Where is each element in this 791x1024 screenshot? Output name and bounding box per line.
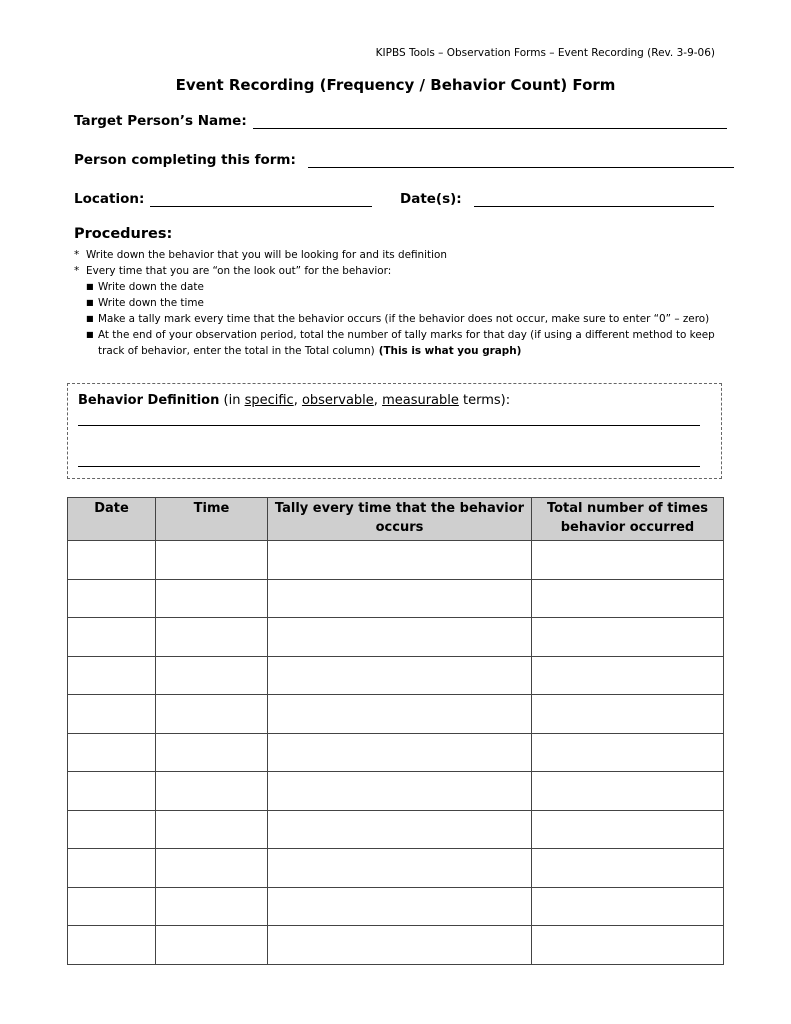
tally-cell[interactable] xyxy=(268,695,532,734)
date-cell[interactable] xyxy=(68,579,156,618)
date-cell[interactable] xyxy=(68,733,156,772)
table-row xyxy=(68,733,724,772)
time-cell[interactable] xyxy=(156,579,268,618)
tally-cell[interactable] xyxy=(268,733,532,772)
table-row xyxy=(68,849,724,888)
tally-cell[interactable] xyxy=(268,656,532,695)
page-title: Event Recording (Frequency / Behavior Count) Form xyxy=(175,76,616,94)
dates-label: Date(s): xyxy=(400,191,462,207)
total-cell[interactable] xyxy=(532,695,724,734)
table-row xyxy=(68,695,724,734)
total-cell[interactable] xyxy=(532,579,724,618)
total-cell[interactable] xyxy=(532,810,724,849)
date-cell[interactable] xyxy=(68,810,156,849)
graph-note: (This is what you graph) xyxy=(378,345,522,357)
target-name-label: Target Person’s Name: xyxy=(74,113,247,129)
table-row xyxy=(68,656,724,695)
table-row xyxy=(68,810,724,849)
square-bullet-icon: ■ xyxy=(86,330,94,339)
tally-cell[interactable] xyxy=(268,618,532,657)
time-cell[interactable] xyxy=(156,733,268,772)
procedures-title: Procedures: xyxy=(74,226,173,242)
header-note: KIPBS Tools – Observation Forms – Event Recording (Rev. 3-9-06) xyxy=(375,47,715,59)
behavior-definition-label: Behavior Definition (in specific, observable, measurable terms): xyxy=(78,393,511,408)
completer-field[interactable] xyxy=(308,153,734,168)
time-cell[interactable] xyxy=(156,656,268,695)
behavior-definition-box xyxy=(67,383,722,479)
definition-line[interactable] xyxy=(78,466,700,467)
date-cell[interactable] xyxy=(68,849,156,888)
dates-field[interactable] xyxy=(474,192,714,207)
total-cell[interactable] xyxy=(532,926,724,965)
dates-row xyxy=(400,191,714,207)
procedure-sub-item: ■ Write down the time xyxy=(86,297,204,309)
table-row xyxy=(68,541,724,580)
tally-cell[interactable] xyxy=(268,926,532,965)
completer-label: Person completing this form: xyxy=(74,152,296,168)
table-row xyxy=(68,887,724,926)
time-cell[interactable] xyxy=(156,810,268,849)
table-row xyxy=(68,926,724,965)
time-cell[interactable] xyxy=(156,926,268,965)
time-cell[interactable] xyxy=(156,541,268,580)
procedures-list xyxy=(74,247,724,359)
tally-cell[interactable] xyxy=(268,541,532,580)
definition-line[interactable] xyxy=(78,425,700,426)
date-cell[interactable] xyxy=(68,541,156,580)
event-recording-table xyxy=(67,497,724,965)
procedure-sub-item: ■ Make a tally mark every time that the behavior occurs (if the behavior does not occur, make sure to enter “0” – zero) xyxy=(86,313,710,325)
tally-cell[interactable] xyxy=(268,810,532,849)
square-bullet-icon: ■ xyxy=(86,282,94,291)
total-column-header: Total number of times behavior occurred xyxy=(532,498,724,541)
date-cell[interactable] xyxy=(68,887,156,926)
tally-cell[interactable] xyxy=(268,887,532,926)
time-cell[interactable] xyxy=(156,772,268,811)
procedure-item: * Write down the behavior that you will be looking for and its definition xyxy=(74,249,447,261)
date-cell[interactable] xyxy=(68,656,156,695)
tally-cell[interactable] xyxy=(268,579,532,618)
asterisk-bullet-icon: * xyxy=(74,249,80,261)
location-label: Location: xyxy=(74,191,145,207)
table-body xyxy=(68,541,724,965)
total-cell[interactable] xyxy=(532,887,724,926)
time-column-header: Time xyxy=(156,498,268,541)
procedure-sub-item: ■ Write down the date xyxy=(86,281,204,293)
completer-row xyxy=(74,152,734,168)
procedure-item: * Every time that you are “on the look out” for the behavior: xyxy=(74,265,392,277)
date-cell[interactable] xyxy=(68,772,156,811)
time-cell[interactable] xyxy=(156,849,268,888)
date-cell[interactable] xyxy=(68,695,156,734)
table-row xyxy=(68,618,724,657)
time-cell[interactable] xyxy=(156,695,268,734)
tally-cell[interactable] xyxy=(268,849,532,888)
location-row xyxy=(74,191,372,207)
target-name-field[interactable] xyxy=(253,114,727,129)
total-cell[interactable] xyxy=(532,772,724,811)
tally-column-header: Tally every time that the behavior occurs xyxy=(268,498,532,541)
asterisk-bullet-icon: * xyxy=(74,265,80,277)
table-row xyxy=(68,579,724,618)
square-bullet-icon: ■ xyxy=(86,298,94,307)
target-name-row xyxy=(74,113,727,129)
total-cell[interactable] xyxy=(532,733,724,772)
tally-cell[interactable] xyxy=(268,772,532,811)
date-column-header: Date xyxy=(68,498,156,541)
total-cell[interactable] xyxy=(532,849,724,888)
location-field[interactable] xyxy=(150,192,372,207)
date-cell[interactable] xyxy=(68,618,156,657)
total-cell[interactable] xyxy=(532,618,724,657)
procedure-sub-item: ■ At the end of your observation period, total the number of tally marks for that day (if using a different method to keep track of behavior, enter the total in the Total column) (This is what you graph) xyxy=(86,329,715,357)
square-bullet-icon: ■ xyxy=(86,314,94,323)
date-cell[interactable] xyxy=(68,926,156,965)
total-cell[interactable] xyxy=(532,656,724,695)
table-row xyxy=(68,772,724,811)
time-cell[interactable] xyxy=(156,618,268,657)
table-header-row xyxy=(68,498,724,541)
time-cell[interactable] xyxy=(156,887,268,926)
total-cell[interactable] xyxy=(532,541,724,580)
